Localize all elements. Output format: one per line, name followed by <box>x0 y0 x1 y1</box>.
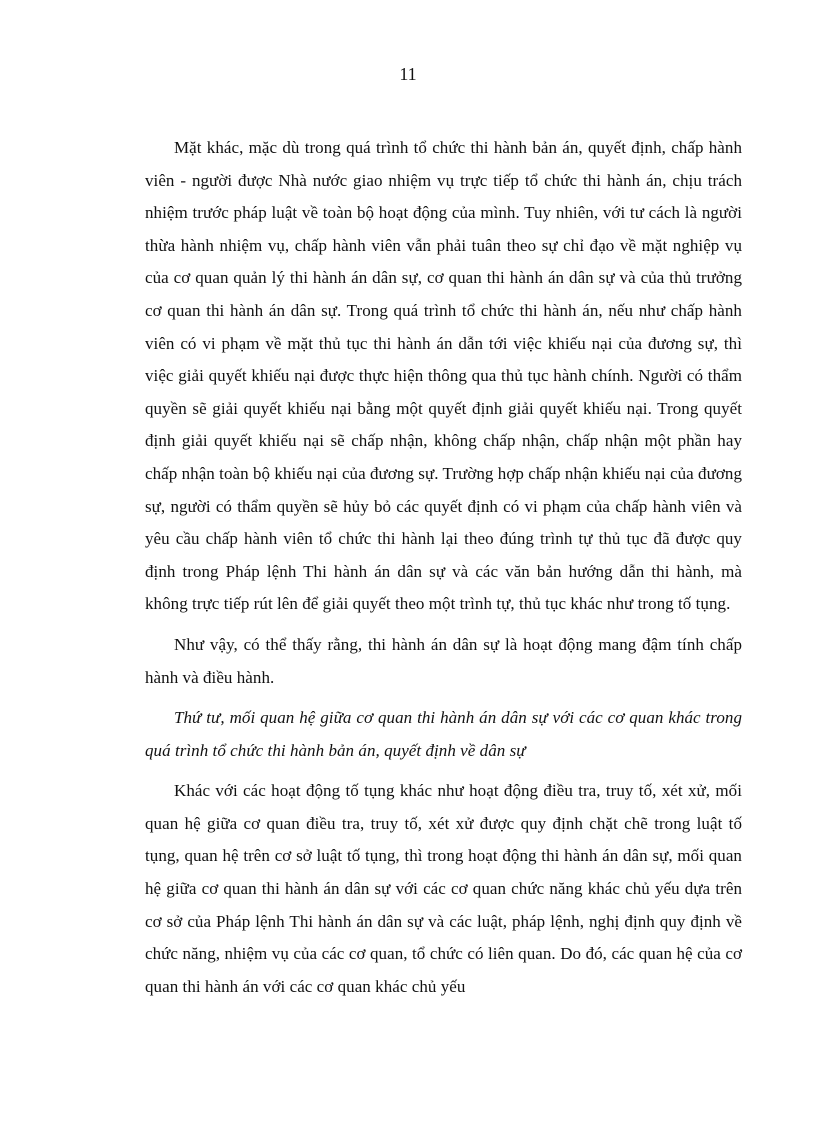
document-body <box>145 132 742 1003</box>
section-heading-fourth-relationship: Thứ tư, mối quan hệ giữa cơ quan thi hành án dân sự với các cơ quan khác trong quá trình tổ chức thi hành bản án, quyết định về dân sự <box>145 708 742 760</box>
page-number: 11 <box>399 64 417 84</box>
paragraph-enforcement-officer-complaints: Mặt khác, mặc dù trong quá trình tổ chức thi hành bản án, quyết định, chấp hành viên - người được Nhà nước giao nhiệm vụ trực tiếp tổ chức thi hành án, chịu trách nhiệm trước pháp luật về toàn bộ hoạt động của mình. Tuy nhiên, với tư cách là người thừa hành nhiệm vụ, chấp hành viên vẫn phải tuân theo sự chỉ đạo về mặt nghiệp vụ của cơ quan quản lý thi hành án dân sự, cơ quan thi hành án dân sự và của thủ trưởng cơ quan thi hành án dân sự. Trong quá trình tổ chức thi hành án, nếu như chấp hành viên có vi phạm về mặt thủ tục thi hành án dẫn tới việc khiếu nại của đương sự, thì việc giải quyết khiếu nại được thực hiện thông qua thủ tục hành chính. Người có thẩm quyền sẽ giải quyết khiếu nại bằng một quyết định giải quyết khiếu nại. Trong quyết định giải quyết khiếu nại sẽ chấp nhận, không chấp nhận, chấp nhận một phần hay chấp nhận toàn bộ khiếu nại của đương sự. Trường hợp chấp nhận khiếu nại của đương sự, người có thẩm quyền sẽ hủy bỏ các quyết định có vi phạm của chấp hành viên và yêu cầu chấp hành viên tổ chức thi hành lại theo đúng trình tự thủ tục đã được quy định trong Pháp lệnh Thi hành án dân sự và các văn bản hướng dẫn thi hành, mà không trực tiếp rút lên để giải quyết theo một trình tự, thủ tục khác như trong tố tụng. <box>145 138 742 614</box>
paragraph-inter-agency-relations: Khác với các hoạt động tố tụng khác như hoạt động điều tra, truy tố, xét xử, mối quan hệ giữa cơ quan điều tra, truy tố, xét xử được quy định chặt chẽ trong luật tố tụng, quan hệ trên cơ sở luật tố tụng, thì trong hoạt động thi hành án dân sự, mối quan hệ giữa cơ quan thi hành án dân sự với các cơ quan chức năng khác chủ yếu dựa trên cơ sở của Pháp lệnh Thi hành án dân sự và các luật, pháp lệnh, nghị định quy định về chức năng, nhiệm vụ của các cơ quan, tổ chức có liên quan. Do đó, các quan hệ của cơ quan thi hành án với các cơ quan khác chủ yếu <box>145 781 742 996</box>
paragraph-executive-nature-conclusion: Như vậy, có thể thấy rằng, thi hành án dân sự là hoạt động mang đậm tính chấp hành và điều hành. <box>145 634 742 687</box>
